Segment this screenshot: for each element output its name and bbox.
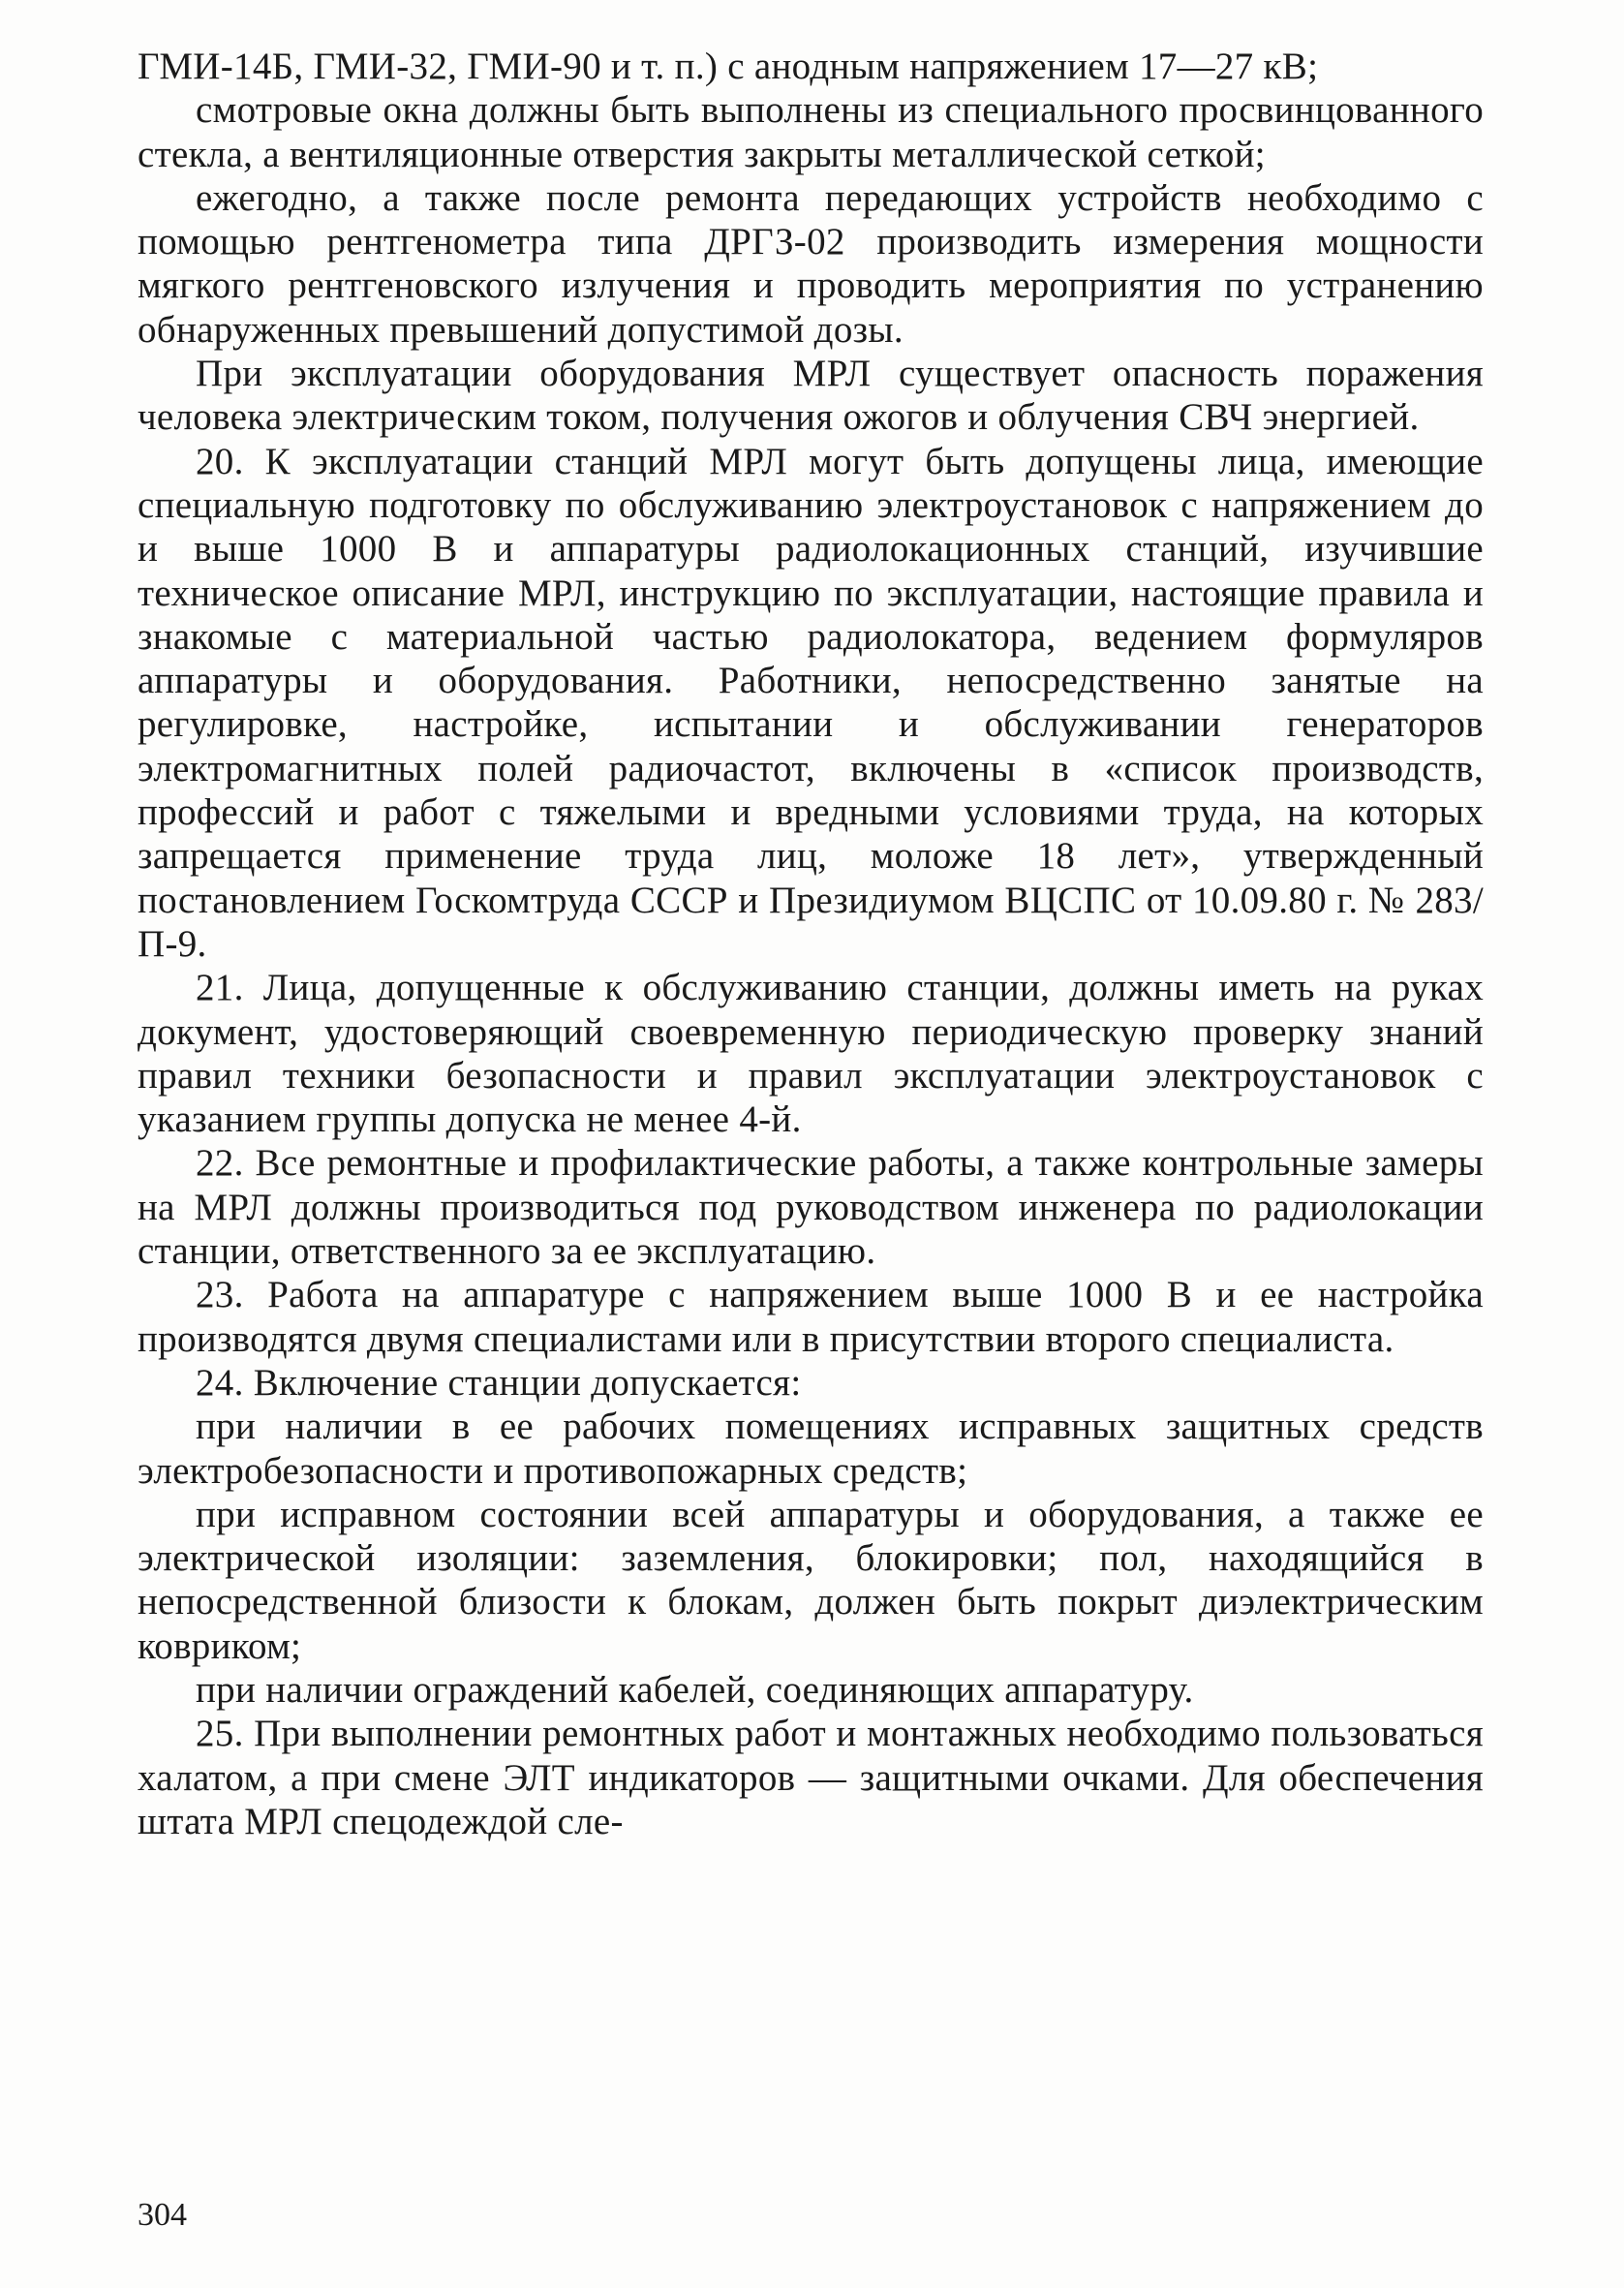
- paragraph-hazards: При эксплуатации оборудования МРЛ существует опасность поражения человека электрическим током, получения ожогов и облучения СВЧ энергией.: [138, 353, 1484, 439]
- paragraph-viewing-windows: смотровые окна должны быть выполнены из специального просвинцованного стекла, а вентиляционные отверстия закрыты металлической сеткой;: [138, 89, 1484, 175]
- page-number: 304: [138, 2197, 187, 2233]
- paragraph-item-21: 21. Лица, допущенные к обслуживанию станции, должны иметь на руках документ, удостоверяющий своевременную периодическую проверку знаний правил техники безопасности и правил эксплуатации электроустановок с указанием группы допуска не менее 4-й.: [138, 967, 1484, 1141]
- paragraph-condition-equipment: при исправном состоянии всей аппаратуры и оборудования, а также ее электрической изоляции: заземления, блокировки; пол, находящийся в непосредственной близости к блокам, должен быть покрыт диэлектрическим ковриком;: [138, 1493, 1484, 1667]
- paragraph-continuation: ГМИ-14Б, ГМИ-32, ГМИ-90 и т. п.) с анодным напряжением 17—27 кВ;: [138, 46, 1319, 87]
- paragraph-annual-measurement: ежегодно, а также после ремонта передающих устройств необходимо с помощью рентгенометра типа ДРГЗ-02 производить измерения мощности мягкого рентгеновского излучения и проводить мероприятия по устранению обнаруженных превышений допустимой дозы.: [138, 176, 1484, 351]
- paragraph-item-24: 24. Включение станции допускается:: [196, 1361, 802, 1404]
- body-text: [138, 45, 1484, 1843]
- paragraph-item-22: 22. Все ремонтные и профилактические работы, а также контрольные замеры на МРЛ должны производиться под руководством инженера по радиолокации станции, ответственного за ее эксплуатацию.: [138, 1142, 1484, 1273]
- paragraph-item-25: 25. При выполнении ремонтных работ и монтажных необходимо пользоваться халатом, а при смене ЭЛТ индикаторов — защитными очками. Для обеспечения штата МРЛ спецодеждой сле-: [138, 1713, 1484, 1842]
- paragraph-condition-cables: при наличии ограждений кабелей, соединяющих аппаратуру.: [196, 1668, 1194, 1711]
- paragraph-item-20: 20. К эксплуатации станций МРЛ могут быть допущены лица, имеющие специальную подготовку по обслуживанию электроустановок с напряжением до и выше 1000 В и аппаратуры радиолокационных станций, изучившие техническое описание МРЛ, инструкцию по эксплуатации, настоящие правила и знакомые с материальной частью радиолокатора, ведением формуляров аппаратуры и оборудования. Работники, непосредственно занятые на регулировке, настройке, испытании и обслуживании генераторов электромагнитных полей радиочастот, включены в «список производств, профессий и работ с тяжелыми и вредными условиями труда, на которых запрещается применение труда лиц, моложе 18 лет», утвержденный постановлением Госкомтруда СССР и Президиумом ВЦСПС от 10.09.80 г. № 283/П-9.: [138, 440, 1484, 965]
- paragraph-condition-protective-means: при наличии в ее рабочих помещениях исправных защитных средств электробезопасности и противопожарных средств;: [138, 1406, 1484, 1492]
- paragraph-item-23: 23. Работа на аппаратуре с напряжением выше 1000 В и ее настройка производятся двумя специалистами или в присутствии второго специалиста.: [138, 1274, 1484, 1360]
